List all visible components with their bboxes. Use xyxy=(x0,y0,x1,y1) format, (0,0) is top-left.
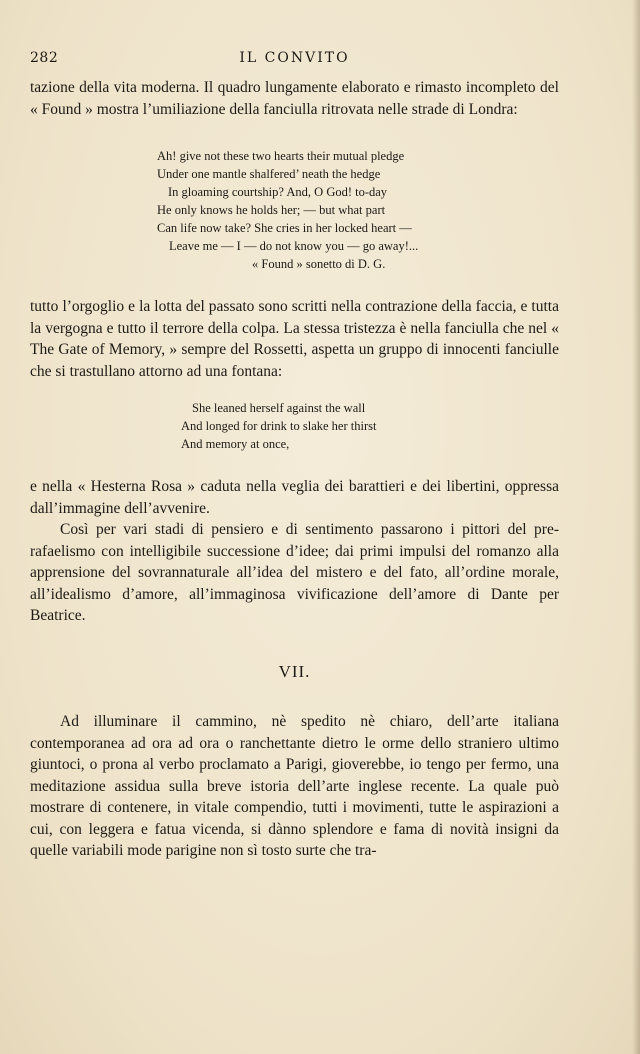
paragraph-2: tutto l’orgoglio e la lotta del passato sono scritti nella contrazione della faccia, e tutta la vergogna e tutto il terrore della colpa. La stessa tristezza è nella fanciulla che nel « The Gate of Memory, » sempre del Rossetti, aspetta un gruppo di innocenti fanciulle che si trastullano attorno ad una fontana: xyxy=(30,298,559,380)
verse-line: Leave me — I — do not know you — go away!... xyxy=(169,239,419,253)
verse-line: And longed for drink to slake her thirst xyxy=(181,419,377,433)
verse-line: And memory at once, xyxy=(181,437,290,451)
paragraph-5: Ad illuminare il cammino, nè spedito nè chiaro, dell’arte italiana contemporanea ad ora ad ora o ranchettante dietro le orme dello straniero ultimo giuntoci, o prona al verbo proclamato a Parigi, gioverebbe, io tengo per fermo, una meditazione assidua sulla breve istoria dell’arte inglese recente. La quale può mostrare di contenere, in vitale compendio, tutti i movimenti, tutte le aspirazioni a cui, con leggera e fatua vicenda, si dànno splendore e fama di novità insigni da quelle variabili mode parigine non sì tosto surte che tra- xyxy=(30,713,559,859)
verse-gate-of-memory xyxy=(181,399,376,453)
page-header xyxy=(30,50,559,70)
paragraph-3: e nella « Hesterna Rosa » caduta nella veglia dei barattieri e dei libertini, oppressa dall’immagine dell’avvenire. xyxy=(30,478,559,517)
verse-line: Under one mantle shalfered’ neath the hedge xyxy=(157,167,381,181)
verse-found xyxy=(157,147,418,273)
page-edge-shadow xyxy=(632,0,640,1054)
paragraph-4: Così per vari stadi di pensiero e di sentimento passarono i pittori del pre-rafaelismo con intelligibile successione d’idee; dai primi impulsi del romanzo alla apprensione del sovrannaturale all’idea del mistero e del fato, all’ordine morale, all’idealismo d’amore, all’immaginosa vivificazione dell’amore di Dante per Beatrice. xyxy=(30,521,559,624)
verse-attribution: « Found » sonetto di D. G. xyxy=(252,257,386,271)
verse-line: He only knows he holds her; — but what part xyxy=(157,203,386,217)
running-title: IL CONVITO xyxy=(239,50,350,66)
paragraph-1: tazione della vita moderna. Il quadro lungamente elaborato e rimasto incompleto del « Found » mostra l’umiliazione della fanciulla ritrovata nelle strade di Londra: xyxy=(30,79,559,118)
verse-line: In gloaming courtship? And, O God! to-day xyxy=(168,185,388,199)
verse-line: Ah! give not these two hearts their mutual pledge xyxy=(157,149,405,163)
verse-line: Can life now take? She cries in her locked heart — xyxy=(157,221,412,235)
page-number: 282 xyxy=(30,50,59,66)
chapter-heading: VII. xyxy=(278,662,311,681)
verse-line: She leaned herself against the wall xyxy=(192,401,366,415)
